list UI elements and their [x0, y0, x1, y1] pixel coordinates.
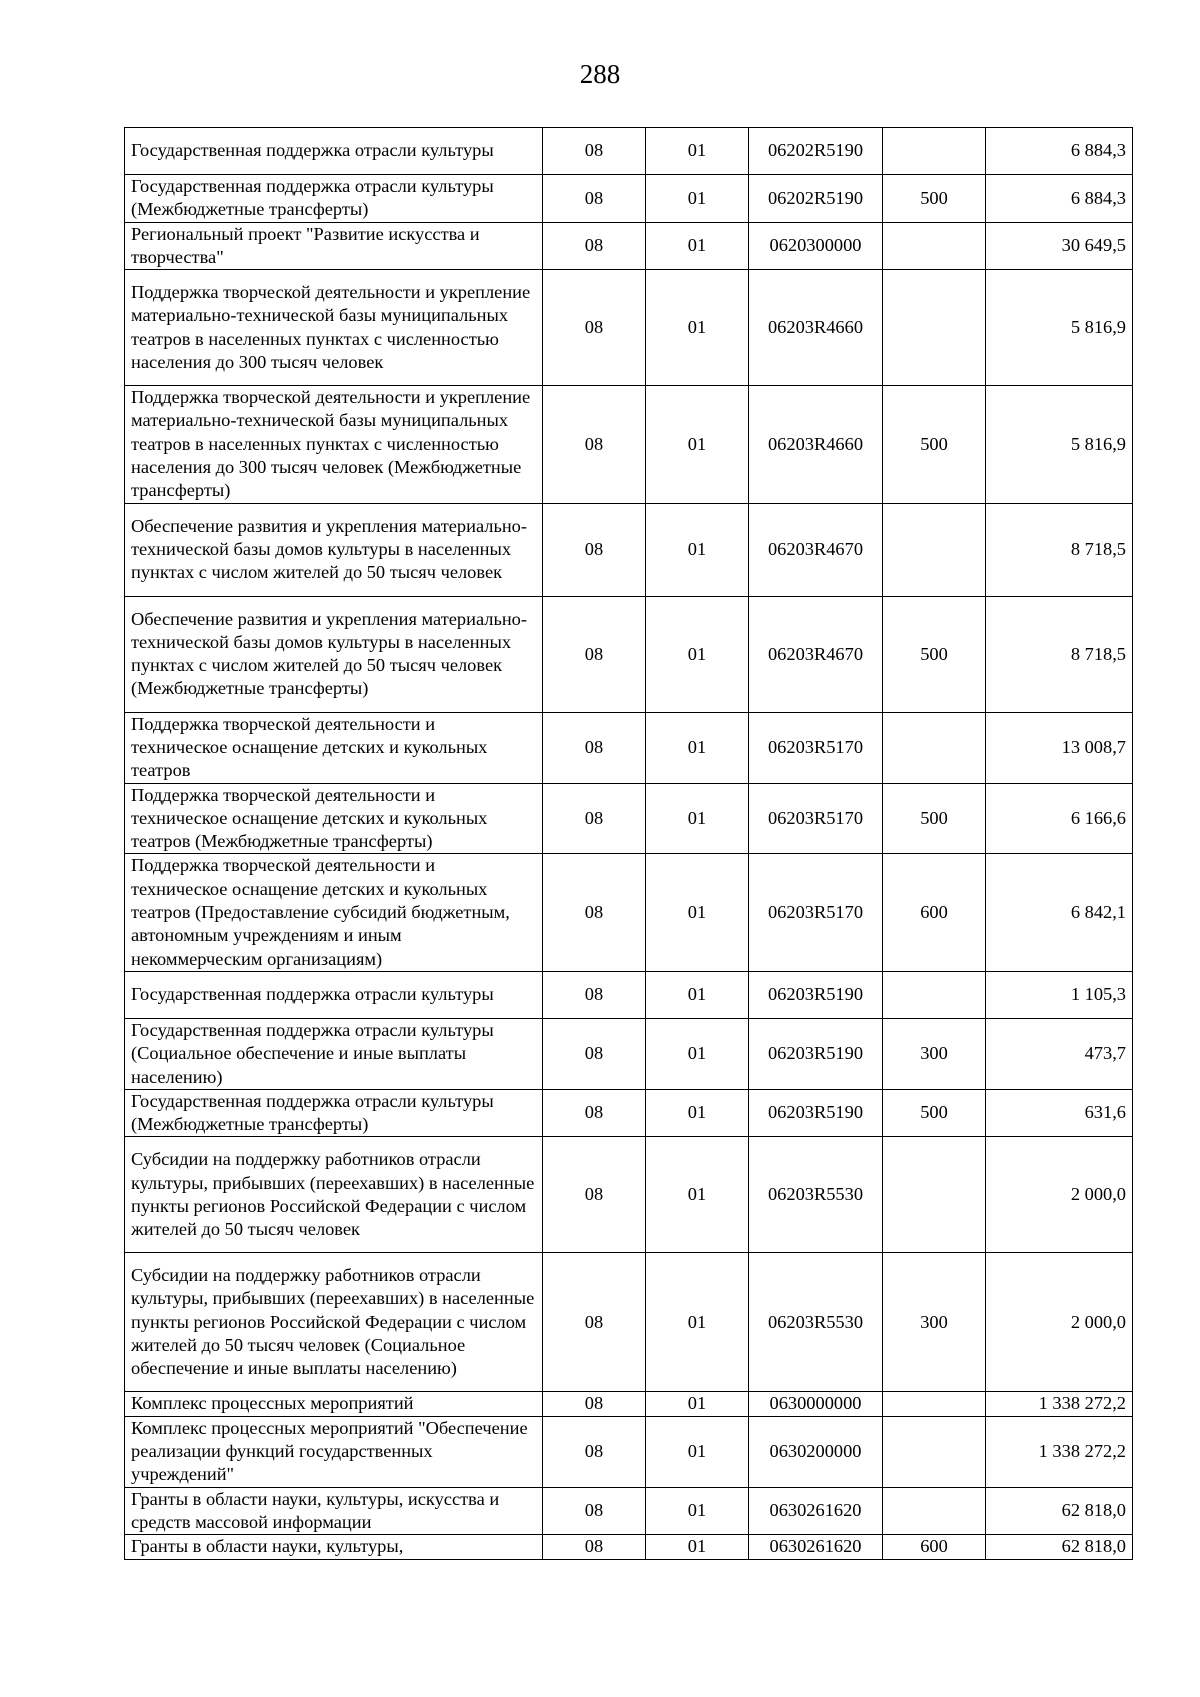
cell-section: 08 — [543, 854, 646, 971]
cell-expense-type: 500 — [883, 1089, 986, 1137]
cell-name: Поддержка творческой деятельности и укрепление материально-технической базы муниципальных театров в населенных пунктах с численностью населения до 300 тысяч человек (Межбюджетные трансферты) — [125, 386, 543, 503]
cell-section: 08 — [543, 1487, 646, 1535]
cell-target-article: 0630200000 — [749, 1416, 883, 1487]
cell-section: 08 — [543, 1018, 646, 1089]
cell-name: Гранты в области науки, культуры, — [125, 1535, 543, 1559]
cell-amount: 62 818,0 — [986, 1487, 1133, 1535]
cell-name: Поддержка творческой деятельности и техническое оснащение детских и кукольных театров — [125, 712, 543, 783]
cell-section: 08 — [543, 1253, 646, 1392]
cell-amount: 2 000,0 — [986, 1253, 1133, 1392]
cell-subsection: 01 — [646, 503, 749, 596]
cell-amount: 13 008,7 — [986, 712, 1133, 783]
cell-amount: 8 718,5 — [986, 596, 1133, 712]
cell-target-article: 0630000000 — [749, 1392, 883, 1416]
cell-subsection: 01 — [646, 222, 749, 270]
table-row — [125, 1487, 1133, 1535]
cell-expense-type: 300 — [883, 1018, 986, 1089]
cell-expense-type — [883, 1392, 986, 1416]
cell-section: 08 — [543, 1089, 646, 1137]
cell-target-article: 06203R5170 — [749, 712, 883, 783]
cell-section: 08 — [543, 175, 646, 223]
cell-amount: 1 338 272,2 — [986, 1416, 1133, 1487]
cell-subsection: 01 — [646, 1089, 749, 1137]
table-row — [125, 1137, 1133, 1253]
cell-amount: 6 166,6 — [986, 783, 1133, 854]
table-row — [125, 1535, 1133, 1559]
cell-amount: 30 649,5 — [986, 222, 1133, 270]
cell-expense-type — [883, 1137, 986, 1253]
table-row — [125, 783, 1133, 854]
table-row — [125, 1018, 1133, 1089]
cell-expense-type — [883, 503, 986, 596]
page-number: 288 — [579, 59, 621, 89]
cell-target-article: 0630261620 — [749, 1487, 883, 1535]
table-row — [125, 128, 1133, 175]
cell-target-article: 06203R5190 — [749, 1018, 883, 1089]
cell-amount: 631,6 — [986, 1089, 1133, 1137]
cell-target-article: 06203R4670 — [749, 596, 883, 712]
cell-amount: 62 818,0 — [986, 1535, 1133, 1559]
table-row — [125, 971, 1133, 1018]
cell-expense-type — [883, 712, 986, 783]
cell-section: 08 — [543, 712, 646, 783]
cell-name: Поддержка творческой деятельности и укрепление материально-технической базы муниципальных театров в населенных пунктах с численностью населения до 300 тысяч человек — [125, 270, 543, 386]
cell-subsection: 01 — [646, 386, 749, 503]
cell-section: 08 — [543, 386, 646, 503]
cell-name: Комплекс процессных мероприятий — [125, 1392, 543, 1416]
cell-amount: 6 884,3 — [986, 128, 1133, 175]
cell-amount: 5 816,9 — [986, 270, 1133, 386]
cell-subsection: 01 — [646, 1018, 749, 1089]
table-row — [125, 1416, 1133, 1487]
cell-target-article: 06203R4670 — [749, 503, 883, 596]
cell-name: Гранты в области науки, культуры, искусства и средств массовой информации — [125, 1487, 543, 1535]
cell-amount: 8 718,5 — [986, 503, 1133, 596]
cell-target-article: 0630261620 — [749, 1535, 883, 1559]
cell-name: Государственная поддержка отрасли культуры (Межбюджетные трансферты) — [125, 175, 543, 223]
table-row — [125, 854, 1133, 971]
cell-amount: 5 816,9 — [986, 386, 1133, 503]
table-row — [125, 596, 1133, 712]
table-row — [125, 503, 1133, 596]
cell-target-article: 06203R4660 — [749, 270, 883, 386]
cell-expense-type: 500 — [883, 783, 986, 854]
cell-expense-type — [883, 1416, 986, 1487]
cell-subsection: 01 — [646, 1535, 749, 1559]
cell-subsection: 01 — [646, 1392, 749, 1416]
cell-target-article: 06203R5170 — [749, 854, 883, 971]
budget-table-body — [125, 128, 1133, 1560]
cell-amount: 6 842,1 — [986, 854, 1133, 971]
cell-name: Государственная поддержка отрасли культуры (Социальное обеспечение и иные выплаты населению) — [125, 1018, 543, 1089]
cell-target-article: 06203R4660 — [749, 386, 883, 503]
cell-subsection: 01 — [646, 175, 749, 223]
cell-amount: 6 884,3 — [986, 175, 1133, 223]
cell-expense-type — [883, 222, 986, 270]
cell-subsection: 01 — [646, 712, 749, 783]
cell-subsection: 01 — [646, 1137, 749, 1253]
cell-amount: 1 105,3 — [986, 971, 1133, 1018]
cell-subsection: 01 — [646, 971, 749, 1018]
budget-table — [124, 127, 1133, 1560]
table-row — [125, 386, 1133, 503]
cell-target-article: 06203R5530 — [749, 1137, 883, 1253]
cell-name: Субсидии на поддержку работников отрасли культуры, прибывших (переехавших) в населенные пункты регионов Российской Федерации с числом жителей до 50 тысяч человек — [125, 1137, 543, 1253]
cell-section: 08 — [543, 503, 646, 596]
cell-section: 08 — [543, 1416, 646, 1487]
cell-amount: 1 338 272,2 — [986, 1392, 1133, 1416]
cell-name: Комплекс процессных мероприятий "Обеспечение реализации функций государственных учреждений" — [125, 1416, 543, 1487]
cell-section: 08 — [543, 1392, 646, 1416]
cell-subsection: 01 — [646, 596, 749, 712]
cell-expense-type: 500 — [883, 386, 986, 503]
cell-name: Поддержка творческой деятельности и техническое оснащение детских и кукольных театров (Предоставление субсидий бюджетным, автономным учреждениям и иным некоммерческим организациям) — [125, 854, 543, 971]
cell-target-article: 0620300000 — [749, 222, 883, 270]
cell-name: Государственная поддержка отрасли культуры — [125, 128, 543, 175]
cell-subsection: 01 — [646, 270, 749, 386]
cell-section: 08 — [543, 222, 646, 270]
cell-section: 08 — [543, 783, 646, 854]
cell-name: Государственная поддержка отрасли культуры — [125, 971, 543, 1018]
cell-subsection: 01 — [646, 1487, 749, 1535]
cell-section: 08 — [543, 128, 646, 175]
cell-expense-type — [883, 971, 986, 1018]
cell-expense-type: 600 — [883, 854, 986, 971]
cell-section: 08 — [543, 270, 646, 386]
table-row — [125, 712, 1133, 783]
table-row — [125, 1392, 1133, 1416]
cell-subsection: 01 — [646, 1253, 749, 1392]
cell-target-article: 06203R5530 — [749, 1253, 883, 1392]
table-row — [125, 1253, 1133, 1392]
cell-expense-type — [883, 270, 986, 386]
cell-target-article: 06202R5190 — [749, 175, 883, 223]
table-row — [125, 270, 1133, 386]
cell-expense-type: 600 — [883, 1535, 986, 1559]
cell-expense-type: 300 — [883, 1253, 986, 1392]
cell-subsection: 01 — [646, 1416, 749, 1487]
cell-target-article: 06202R5190 — [749, 128, 883, 175]
cell-subsection: 01 — [646, 128, 749, 175]
cell-expense-type — [883, 128, 986, 175]
cell-name: Обеспечение развития и укрепления материально-технической базы домов культуры в населенных пунктах с числом жителей до 50 тысяч человек (Межбюджетные трансферты) — [125, 596, 543, 712]
cell-target-article: 06203R5190 — [749, 971, 883, 1018]
cell-target-article: 06203R5190 — [749, 1089, 883, 1137]
cell-expense-type: 500 — [883, 596, 986, 712]
cell-name: Обеспечение развития и укрепления материально-технической базы домов культуры в населенных пунктах с числом жителей до 50 тысяч человек — [125, 503, 543, 596]
cell-section: 08 — [543, 596, 646, 712]
cell-target-article: 06203R5170 — [749, 783, 883, 854]
table-row — [125, 175, 1133, 223]
cell-subsection: 01 — [646, 783, 749, 854]
cell-section: 08 — [543, 1137, 646, 1253]
cell-section: 08 — [543, 971, 646, 1018]
cell-subsection: 01 — [646, 854, 749, 971]
cell-amount: 2 000,0 — [986, 1137, 1133, 1253]
cell-name: Поддержка творческой деятельности и техническое оснащение детских и кукольных театров (Межбюджетные трансферты) — [125, 783, 543, 854]
cell-name: Государственная поддержка отрасли культуры (Межбюджетные трансферты) — [125, 1089, 543, 1137]
cell-expense-type: 500 — [883, 175, 986, 223]
cell-name: Субсидии на поддержку работников отрасли культуры, прибывших (переехавших) в населенные пункты регионов Российской Федерации с числом жителей до 50 тысяч человек (Социальное обеспечение и иные выплаты населению) — [125, 1253, 543, 1392]
table-row — [125, 222, 1133, 270]
cell-expense-type — [883, 1487, 986, 1535]
cell-amount: 473,7 — [986, 1018, 1133, 1089]
cell-name: Региональный проект "Развитие искусства и творчества" — [125, 222, 543, 270]
table-row — [125, 1089, 1133, 1137]
cell-section: 08 — [543, 1535, 646, 1559]
